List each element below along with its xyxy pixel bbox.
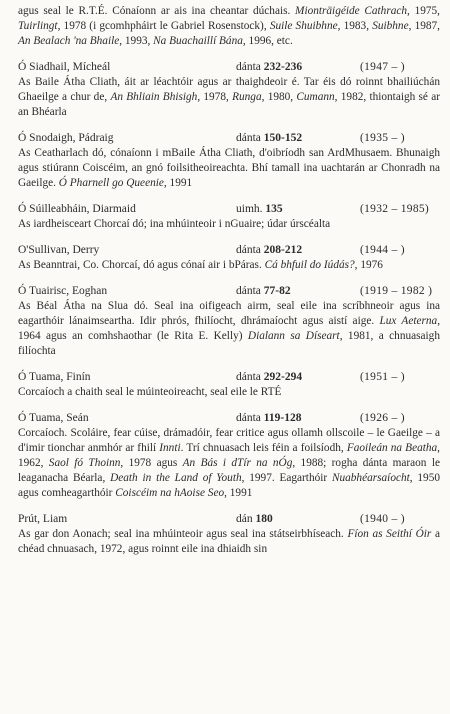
poet-name: O'Sullivan, Derry	[18, 244, 100, 256]
italic-title: Coiscéim na hAoise Seo	[115, 487, 225, 499]
poet-biography: Corcaíoch a chaith seal le múinteoireacht, seal eile le RTÉ	[18, 386, 282, 398]
poet-name: Ó Tuama, Finín	[18, 371, 91, 383]
poet-biography: As Ceatharlach dó, cónaíonn i mBaile Átha Cliath, d'oibríodh san ArdMhusaem. Bhunaigh agus stiúrann Coiscéim, an gnó foilsitheoireachta. Bhí tamall ina uachtarán ar Chonradh na Gaeilge. Ó Pharnell go Queenie, 1991	[18, 147, 440, 189]
italic-title: Cumann	[296, 91, 335, 103]
italic-title: Death in the Land of Youth	[110, 472, 242, 484]
page-reference-label: dánta	[236, 285, 261, 297]
entry-header	[18, 242, 440, 258]
page-reference	[236, 130, 302, 146]
page-numbers: 180	[255, 513, 273, 525]
life-years: (1951 – )	[360, 371, 405, 383]
poet-biography: As Beanntrai, Co. Chorcaí, dó agus cónaí air i bPáras. Cá bhfuil do Iúdás?, 1976	[18, 259, 383, 271]
italic-title: Na Buachaillí Bána	[153, 35, 243, 47]
page-numbers: 292-294	[263, 371, 303, 383]
entry-header	[18, 59, 440, 75]
page-reference	[236, 242, 302, 258]
entries-list	[18, 59, 440, 557]
life-years: (1932 – 1985)	[360, 203, 430, 215]
life-years: (1935 – )	[360, 132, 405, 144]
page-reference-label: dánta	[236, 371, 261, 383]
italic-title: An Bás i dTír na nÓg	[182, 457, 293, 469]
italic-title: Fíon as Seithí Óir	[347, 528, 432, 540]
poet-biography: Corcaíoch. Scoláire, fear cúise, drámadóir, fear critice agus ollamh ollscoile – le Gaeilge – a d'imir tionchar anmhór ar fhilí Innti. Trí chnuasach leis féin a foilsíodh, Faoileán na Beatha, 1962, Saol fó Thoinn, 1978 agus An Bás i dTír na nÓg, 1988; rogha dánta maraon le leaganacha Béarla, Death in the Land of Youth, 1997. Eagarthóir Nuabhéarsaíocht, 1950 agus comheagarthóir Coiscéim na hAoise Seo, 1991	[18, 427, 440, 499]
poet-entry	[18, 59, 440, 120]
page-numbers: 208-212	[263, 244, 303, 256]
italic-title: Lux Aeterna	[379, 315, 438, 327]
italic-title: Suibhne	[372, 20, 409, 32]
entry-header	[18, 369, 440, 385]
page-reference-label: dánta	[236, 61, 261, 73]
page-reference-label: uimh.	[236, 203, 263, 215]
page-numbers: 150-152	[263, 132, 303, 144]
entry-header	[18, 201, 440, 217]
poet-name: Ó Tuama, Seán	[18, 412, 89, 424]
page-numbers: 232-236	[263, 61, 303, 73]
life-years: (1944 – )	[360, 244, 405, 256]
page-reference	[236, 511, 273, 527]
poet-name: Ó Súilleabháin, Diarmaid	[18, 203, 136, 215]
italic-title: Mionträigéide Cathrach	[295, 5, 408, 17]
italic-title: Cá bhfuil do Iúdás?	[264, 259, 355, 271]
poet-entry	[18, 201, 440, 232]
entry-header	[18, 410, 440, 426]
entry-header	[18, 283, 440, 299]
poet-name: Prút, Liam	[18, 513, 68, 525]
page-reference	[236, 59, 302, 75]
italic-title: Dialann sa Díseart	[247, 330, 340, 342]
page-reference	[236, 283, 291, 299]
page-reference	[236, 369, 302, 385]
poet-entry	[18, 242, 440, 273]
page-reference	[236, 201, 283, 217]
italic-title: An Bhliain Bhisigh	[110, 91, 198, 103]
poet-entry	[18, 369, 440, 400]
page-reference-label: dánta	[236, 412, 261, 424]
poet-biography: As gar don Aonach; seal ina mhúinteoir agus seal ina státseirbhíseach. Fíon as Seithí Óir a chéad chnuasach, 1972, agus roinnt eile ina dhiaidh sin	[18, 528, 440, 555]
page-reference	[236, 410, 301, 426]
italic-title: Ó Pharnell go Queenie	[58, 177, 164, 189]
poet-name: Ó Tuairisc, Eoghan	[18, 285, 108, 297]
italic-title: Nuabhéarsaíocht	[331, 472, 410, 484]
page-numbers: 135	[265, 203, 283, 215]
page-numbers: 119-128	[263, 412, 302, 424]
italic-title: Faoileán na Beatha	[346, 442, 438, 454]
poet-entry	[18, 410, 440, 501]
italic-title: Runga	[232, 91, 262, 103]
italic-title: Saol fó Thoinn	[48, 457, 121, 469]
poet-entry	[18, 511, 440, 557]
life-years: (1926 – )	[360, 412, 405, 424]
poet-name: Ó Snodaigh, Pádraig	[18, 132, 114, 144]
poet-biography: As Béal Átha na Slua dó. Seal ina oifigeach airm, seal eile ina scríbhneoir agus ina eagarthóir lánaimseartha. Idir phrós, fhilíocht, dhrámaíocht agus aistí aige. Lux Aeterna, 1964 agus an comhshaothar (le Rita E. Kelly) Dialann sa Díseart, 1981, a chnuasaigh filíochta	[18, 300, 441, 357]
page-reference-label: dán	[236, 513, 253, 525]
intro-paragraph: agus seal le R.T.É. Cónaíonn ar ais ina cheantar dúchais. Mionträigéide Cathrach, 1975, Tuirlingt, 1978 (i gcomhpháirt le Gabriel Rosenstock), Suile Shuibhne, 1983, Suibhne, 1987, An Bealach 'na Bhaile, 1993, Na Buachaillí Bána, 1996, etc.	[18, 5, 440, 47]
page-reference-label: dánta	[236, 244, 261, 256]
poet-biography: As iardheisceart Chorcaí dó; ina mhúinteoir i nGuaire; údar úrscéalta	[18, 218, 331, 230]
page-numbers: 77-82	[263, 285, 291, 297]
italic-title: Innti	[159, 442, 181, 454]
italic-title: Suile Shuibhne	[269, 20, 338, 32]
entry-header	[18, 511, 440, 527]
poet-entry	[18, 130, 440, 191]
italic-title: Tuirlingt	[18, 20, 58, 32]
life-years: (1940 – )	[360, 513, 405, 525]
poet-entry	[18, 283, 440, 359]
life-years: (1919 – 1982 )	[360, 285, 433, 297]
poet-biography: As Baile Átha Cliath, áit ar léachtóir agus ar thaighdeoir é. Tar éis dó roinnt bhailiúchán Ghaeilge a chur de, An Bhliain Bhisigh, 1978, Runga, 1980, Cumann, 1982, thiontaigh sé ar an Bhéarla	[18, 76, 440, 118]
life-years: (1947 – )	[360, 61, 405, 73]
italic-title: An Bealach 'na Bhaile	[18, 35, 120, 47]
poet-name: Ó Siadhail, Mícheál	[18, 61, 111, 73]
page-reference-label: dánta	[236, 132, 261, 144]
entry-header	[18, 130, 440, 146]
